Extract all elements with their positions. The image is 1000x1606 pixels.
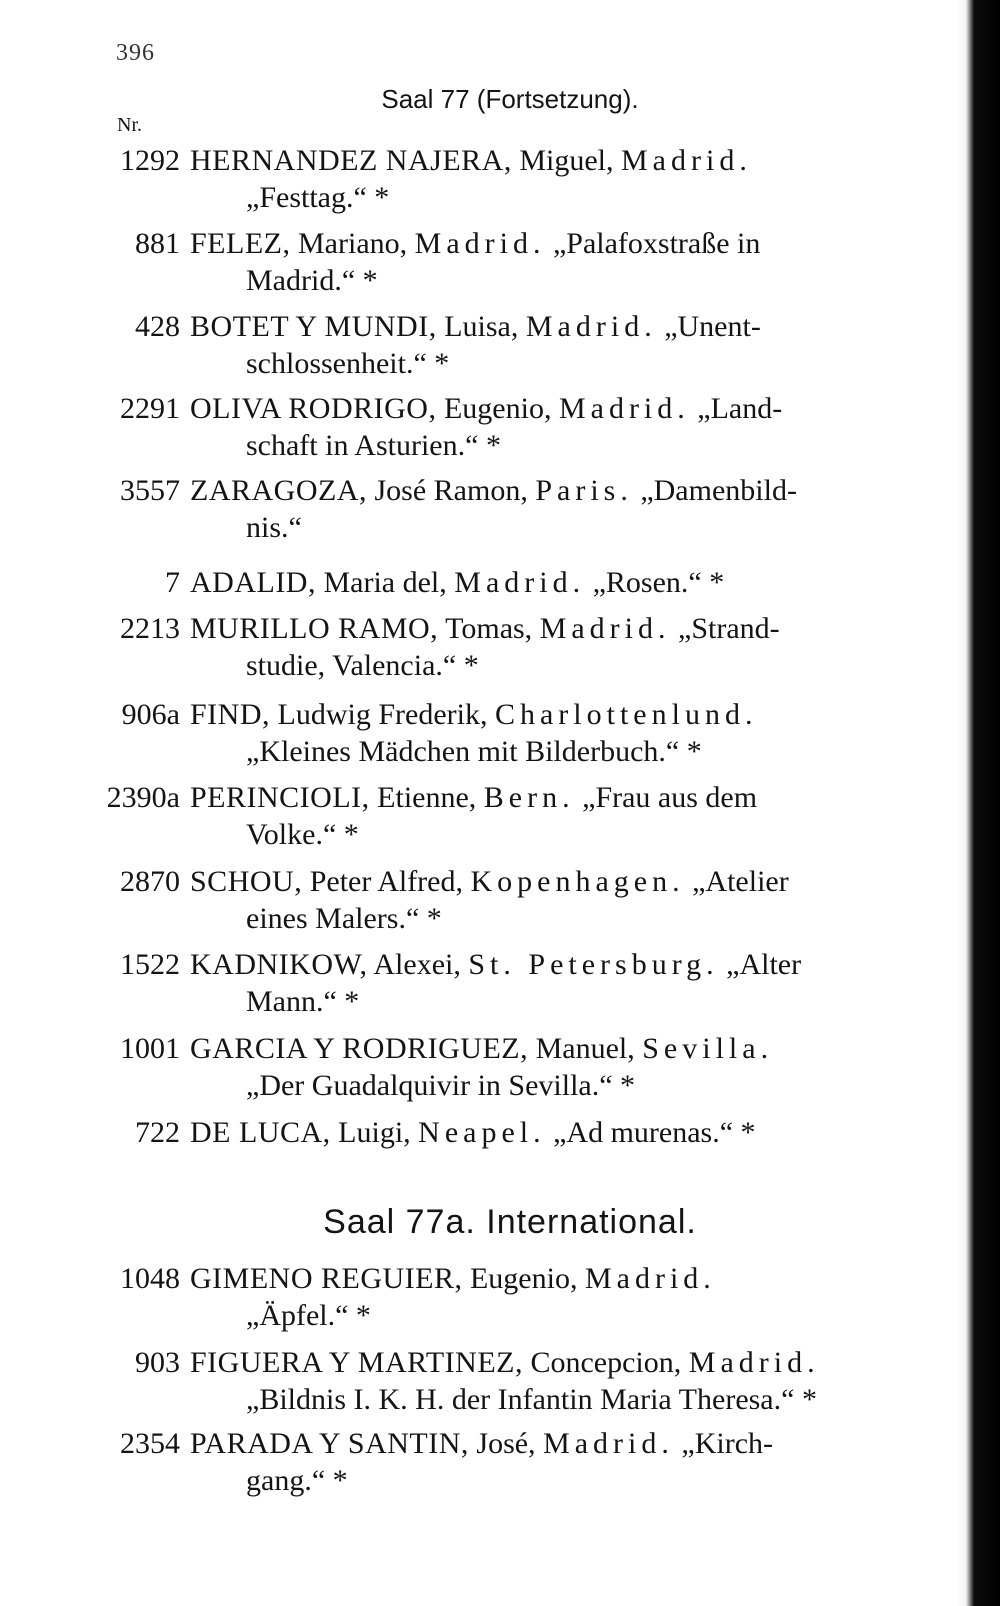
artwork-title-part2: gang.“ * [246,1464,348,1497]
artwork-title-part2: Madrid.“ * [246,264,378,297]
artist-name: FELEZ, [190,227,291,260]
artist-city: St. Petersburg. [468,948,719,981]
artist-name: ADALID, [190,566,316,599]
artwork-title-part2: schaft in Asturien.“ * [246,429,501,462]
artwork-title-part2: eines Malers.“ * [246,902,442,935]
page-number: 396 [116,40,155,66]
artwork-title-part1: „Alter [726,948,802,981]
artist-city: Madrid. [454,566,586,599]
artist-first-name: Luigi, [330,1116,411,1149]
artwork-title-part2: „Kleines Mädchen mit Bilderbuch.“ * [246,735,702,768]
artwork-title-part1: „Palafoxstraße in [552,227,761,260]
artist-city: Madrid. [621,144,752,177]
artist-first-name: Etienne, [369,781,477,814]
artist-name: ZARAGOZA, [190,474,367,507]
entry-number: 1048 [120,1262,180,1295]
artist-name: BOTET Y MUNDI, [190,310,437,343]
artist-name: SCHOU, [190,865,303,898]
artwork-title-part1: „Damenbild- [640,474,797,507]
artist-name: OLIVA RODRIGO, [190,392,437,425]
artwork-title-part1: „Kirch- [681,1427,774,1460]
artist-name: HERNANDEZ NAJERA, [190,144,512,177]
artwork-title-part2: „Bildnis I. K. H. der Infantin Maria Theresa.“ * [246,1383,817,1416]
artwork-title-part1: „Unent- [664,310,761,343]
artist-first-name: Maria del, [315,566,447,599]
entry-number: 881 [135,227,180,260]
artwork-title-part2: „Äpfel.“ * [246,1299,371,1332]
artist-city: Madrid. [543,1427,674,1460]
artist-city: Madrid. [558,392,690,425]
artwork-title-part1: „Frau aus dem [582,781,758,814]
entry-number: 2390a [106,781,180,814]
artist-first-name: Concepcion, [522,1346,682,1379]
entry-number: 1522 [120,948,180,981]
artist-first-name: Tomas, [438,612,533,645]
artist-first-name: José Ramon, [367,474,528,507]
artist-city: Kopenhagen. [470,865,685,898]
entry-number: 2213 [120,612,180,645]
entry-number: 1001 [120,1032,180,1065]
artist-city: Neapel. [418,1116,546,1149]
artist-city: Sevilla. [642,1032,774,1065]
artist-name: GARCIA Y RODRIGUEZ, [190,1032,529,1065]
artist-first-name: Manuel, [528,1032,635,1065]
section-heading-continuation: Saal 77 (Fortsetzung). [381,84,639,114]
entry-number: 1292 [120,144,180,177]
artwork-title-part1: „Rosen.“ * [592,566,725,599]
artwork-title-part2: „Festtag.“ * [246,181,390,214]
artist-name: GIMENO REGUIER, [190,1262,463,1295]
entry-number: 2291 [120,392,180,425]
entry-number: 7 [165,566,180,599]
artwork-title-part1: „Atelier [692,865,789,898]
artist-city: Madrid. [414,227,546,260]
artwork-title-part2: nis.“ [246,511,302,544]
artist-city: Madrid. [525,310,657,343]
artist-city: Paris. [535,474,633,507]
artwork-title-part2: Mann.“ * [246,985,360,1018]
entry-number: 2870 [120,865,180,898]
entry-number: 903 [135,1346,180,1379]
artist-name: DE LUCA, [190,1116,331,1149]
artwork-title-part1: „Land- [697,392,783,425]
entry-number: 722 [135,1116,180,1149]
artwork-title-part2: „Der Guadalquivir in Sevilla.“ * [246,1069,636,1102]
entry-number: 428 [135,310,180,343]
artist-name: MURILLO RAMO, [190,612,439,645]
artist-city: Madrid. [539,612,671,645]
artist-name: PARADA Y SANTIN, [190,1427,469,1460]
page-edge-shadow [958,0,1000,1606]
artist-first-name: Eugenio, [462,1262,578,1295]
artist-first-name: Alexei, [367,948,461,981]
section-heading-international: Saal 77a. International. [323,1203,697,1241]
artist-city: Bern. [483,781,575,814]
artwork-title-part2: studie, Valencia.“ * [246,649,479,682]
artist-first-name: Mariano, [290,227,408,260]
artwork-title-part1: „Ad murenas.“ * [553,1116,756,1149]
entry-number: 906a [121,698,180,731]
artist-first-name: Eugenio, [436,392,552,425]
artist-first-name: José, [468,1427,536,1460]
artwork-title-part2: Volke.“ * [246,818,359,851]
artwork-title-part2: schlossenheit.“ * [246,347,450,380]
entry-number: 3557 [120,474,180,507]
artist-city: Charlottenlund. [494,698,758,731]
artist-name: PERINCIOLI, [190,781,370,814]
artist-first-name: Ludwig Frederik, [270,698,488,731]
entry-number: 2354 [120,1427,180,1460]
artist-name: FIGUERA Y MARTINEZ, [190,1346,523,1379]
artist-first-name: Peter Alfred, [302,865,463,898]
artist-city: Madrid. [584,1262,716,1295]
column-label-nr: Nr. [117,114,142,136]
artist-name: FIND, [190,698,271,731]
artist-name: KADNIKOW, [190,948,368,981]
artwork-title-part1: „Strand- [678,612,780,645]
artist-city: Madrid. [688,1346,820,1379]
artist-first-name: Luisa, [436,310,519,343]
artist-first-name: Miguel, [511,144,614,177]
